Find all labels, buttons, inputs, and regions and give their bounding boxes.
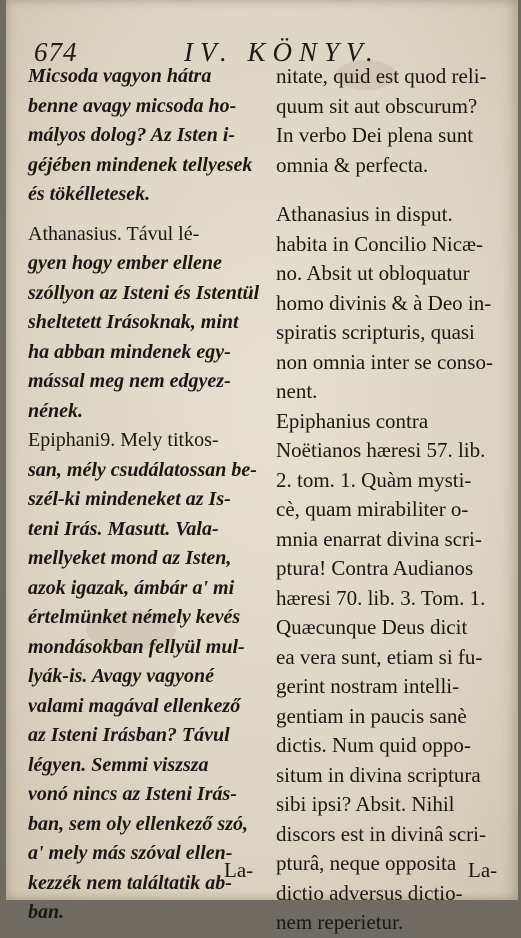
text-line: mellyeket mond az Isten, — [28, 547, 232, 569]
catchword-right: La- — [468, 858, 498, 882]
text-line: nent. — [276, 379, 318, 403]
text-line: Epiphani9. Mely titkos- — [28, 429, 219, 451]
text-line: valami magával ellenkező — [28, 694, 241, 717]
text-line: értelmünket némely kevés — [28, 606, 241, 628]
catchword-left: La- — [224, 858, 254, 882]
text-line: spiratis scripturis, quasi — [276, 320, 475, 344]
text-line: Athanasius in disput. — [276, 202, 453, 226]
text-line: ban, sem oly ellenkező szó, — [28, 812, 248, 835]
text-line: mondásokban fellyül mul- — [28, 635, 245, 658]
text-line: ha abban mindenek egy- — [28, 340, 231, 363]
paragraph-gap — [276, 180, 508, 190]
text-line: In verbo Dei plena sunt — [276, 123, 474, 147]
text-line: nének. — [28, 399, 83, 422]
text-line: pturâ, neque opposita — [276, 851, 457, 875]
text-line: no. Absit ut obloquatur — [276, 261, 470, 285]
text-line: omnia & perfecta. — [276, 152, 429, 177]
text-line: hæresi 70. lib. 3. Tom. 1. — [276, 585, 486, 610]
text-line: gyen hogy ember ellene — [28, 252, 222, 274]
text-line: san, mély csudálatossan be- — [28, 458, 257, 481]
text-line: non omnia inter se conso- — [276, 349, 493, 374]
text-line: Epiphanius contra — [276, 408, 429, 433]
text-line: kezzék nem találtatik ab- — [28, 871, 232, 894]
text-line: mályos dolog? Az Isten i- — [28, 124, 236, 146]
text-line: cè, quam mirabiliter o- — [276, 497, 469, 521]
text-line: vonó nincs az Isteni Irás- — [28, 783, 237, 805]
text-line: ban. — [28, 901, 65, 923]
text-line: sibi ipsi? Absit. Nihil — [276, 792, 455, 816]
text-line: nitate, quid est quod reli- — [276, 64, 487, 88]
book-title: IV. KÖNYV. — [184, 37, 380, 67]
text-line: situm in divina scriptura — [276, 762, 481, 787]
text-line: mnia enarrat divina scri- — [276, 526, 482, 551]
text-line: az Isteni Irásban? Távul — [28, 724, 230, 746]
text-line: szél-ki mindeneket az Is- — [28, 488, 231, 510]
text-line: gentiam in paucis sanè — [276, 703, 467, 728]
text-line: ptura! Contra Audianos — [276, 556, 474, 580]
text-line: azok igazak, ámbár a' mi — [28, 576, 235, 599]
text-line: mással meg nem edgyez- — [28, 370, 231, 392]
text-line: Athanasius. Távul lé- — [28, 222, 200, 245]
page-number: 674 — [34, 37, 78, 67]
text-line: szóllyon az Isteni és Istentül — [28, 281, 260, 304]
text-line: lyák-is. Avagy vagyoné — [28, 665, 215, 687]
text-line: discors est in divinâ scri- — [276, 821, 486, 846]
text-line: dictis. Num quid oppo- — [276, 733, 471, 757]
text-line: sheltetett Irásoknak, mint — [28, 311, 239, 333]
paragraph-gap — [28, 210, 264, 220]
text-line: légyen. Semmi viszsza — [28, 753, 209, 776]
text-line: habita in Concilio Nicæ- — [276, 231, 484, 256]
text-line: homo divinis & à Deo in- — [276, 290, 492, 315]
text-line: gerint nostram intelli- — [276, 674, 460, 698]
text-line: ea vera sunt, etiam si fu- — [276, 644, 483, 669]
text-line: Quæcunque Deus dicit — [276, 615, 468, 639]
paragraph-gap — [276, 190, 508, 200]
text-line: dictio adversus dictio- — [276, 880, 463, 905]
book-page — [6, 0, 518, 934]
text-line: és tökélletesek. — [28, 183, 151, 205]
text-line: quum sit aut obscurum? — [276, 93, 478, 118]
text-line: géjében mindenek tellyesek — [28, 153, 253, 176]
text-line: 2. tom. 1. Quàm mysti- — [276, 467, 472, 492]
text-line: nem reperietur. — [276, 910, 404, 934]
latin-text-column — [276, 62, 508, 938]
hungarian-text-column — [28, 62, 264, 928]
text-line: Micsoda vagyon hátra — [28, 65, 212, 87]
text-line: teni Irás. Masutt. Vala- — [28, 517, 219, 540]
text-line: benne avagy micsoda ho- — [28, 94, 237, 117]
text-line: a' mely más szóval ellen- — [28, 842, 233, 864]
text-line: Noëtianos hæresi 57. lib. — [276, 438, 486, 462]
